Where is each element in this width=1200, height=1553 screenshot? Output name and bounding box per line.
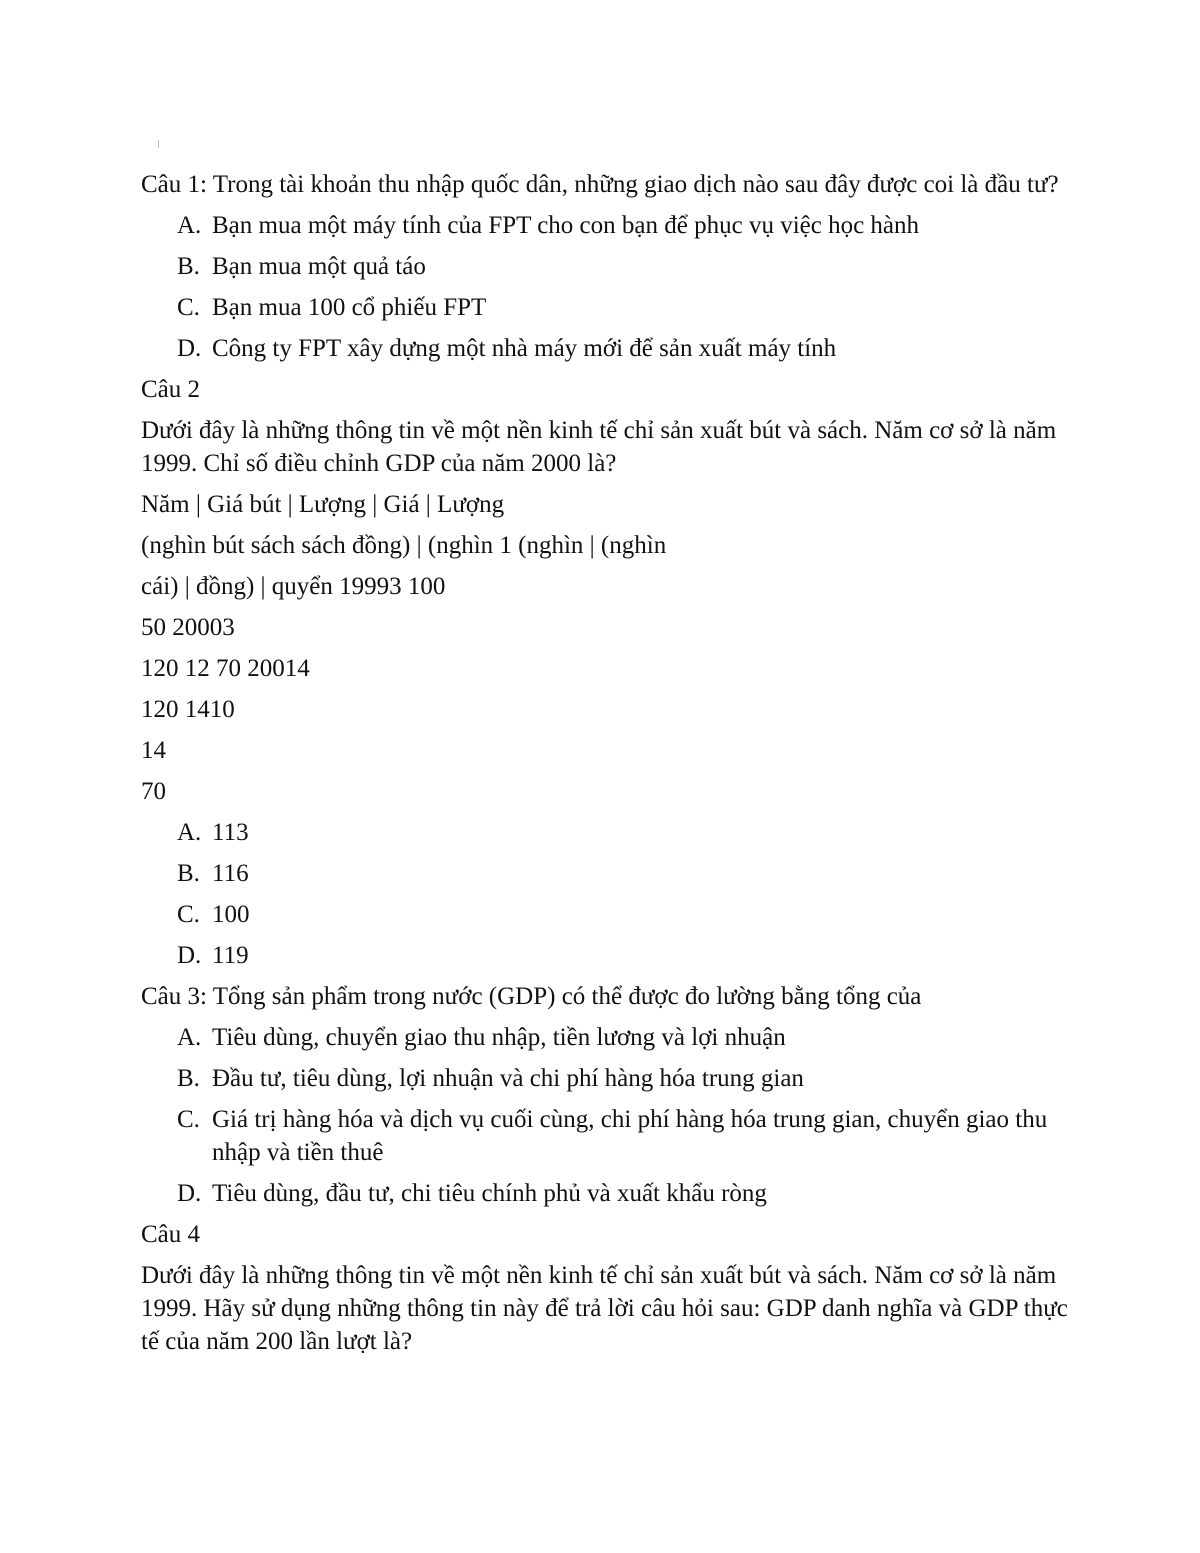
option-text: 116 xyxy=(212,860,249,887)
q2-options xyxy=(141,816,1071,972)
option-text: Đầu tư, tiêu dùng, lợi nhuận và chi phí hàng hóa trung gian xyxy=(212,1065,804,1092)
option-text: Giá trị hàng hóa và dịch vụ cuối cùng, chi phí hàng hóa trung gian, chuyển giao thu nhập và tiền thuê xyxy=(212,1106,1048,1166)
document-body xyxy=(141,168,1071,1366)
option-letter: D. xyxy=(177,335,202,362)
q3-option-b xyxy=(177,1062,1071,1095)
q3-option-c xyxy=(177,1103,1071,1169)
option-letter: D. xyxy=(177,942,202,969)
q2-option-b xyxy=(177,857,1071,890)
q2-option-c xyxy=(177,898,1071,931)
q2-table-line: 14 xyxy=(141,737,166,764)
option-letter: C. xyxy=(177,1106,200,1133)
option-text: Bạn mua một máy tính của FPT cho con bạn để phục vụ việc học hành xyxy=(212,212,920,239)
q2-option-d xyxy=(177,939,1071,972)
option-letter: D. xyxy=(177,1180,202,1207)
q2-table-line: 120 1410 xyxy=(141,696,235,723)
option-letter: A. xyxy=(177,819,202,846)
q2-table-line: Năm | Giá bút | Lượng | Giá | Lượng xyxy=(141,491,505,518)
q1-question: Câu 1: Trong tài khoản thu nhập quốc dân, những giao dịch nào sau đây được coi là đầu tư? xyxy=(141,171,1059,198)
option-letter: B. xyxy=(177,253,200,280)
option-letter: C. xyxy=(177,294,200,321)
q3-options xyxy=(141,1021,1071,1210)
option-text: Tiêu dùng, chuyển giao thu nhập, tiền lương và lợi nhuận xyxy=(212,1024,786,1051)
option-letter: A. xyxy=(177,1024,202,1051)
option-text: Tiêu dùng, đầu tư, chi tiêu chính phủ và xuất khẩu ròng xyxy=(212,1180,767,1207)
option-text: Bạn mua 100 cổ phiếu FPT xyxy=(212,294,487,321)
q2-table-line: 50 20003 xyxy=(141,614,235,641)
q1-option-a xyxy=(177,209,1071,242)
q1-option-b xyxy=(177,250,1071,283)
q1-option-c xyxy=(177,291,1071,324)
q3-question: Câu 3: Tổng sản phẩm trong nước (GDP) có thể được đo lường bằng tổng của xyxy=(141,983,922,1010)
option-letter: B. xyxy=(177,860,200,887)
q2-option-a xyxy=(177,816,1071,849)
option-text: 113 xyxy=(212,819,249,846)
q1-option-d xyxy=(177,332,1071,365)
option-text: Bạn mua một quả táo xyxy=(212,253,426,280)
q2-question: Dưới đây là những thông tin về một nền kinh tế chỉ sản xuất bút và sách. Năm cơ sở là năm 1999. Chỉ số điều chỉnh GDP của năm 2000 là? xyxy=(141,417,1057,477)
q1-options xyxy=(141,209,1071,365)
option-letter: A. xyxy=(177,212,202,239)
option-text: 100 xyxy=(212,901,250,928)
option-text: Công ty FPT xây dựng một nhà máy mới để sản xuất máy tính xyxy=(212,335,837,362)
q2-table-line: 70 xyxy=(141,778,166,805)
option-letter: B. xyxy=(177,1065,200,1092)
q2-table-line: cái) | đồng) | quyển 19993 100 xyxy=(141,573,446,600)
q3-option-d xyxy=(177,1177,1071,1210)
q3-option-a xyxy=(177,1021,1071,1054)
q4-heading: Câu 4 xyxy=(141,1221,201,1248)
option-text: 119 xyxy=(212,942,249,969)
q4-question: Dưới đây là những thông tin về một nền kinh tế chỉ sản xuất bút và sách. Năm cơ sở là năm 1999. Hãy sử dụng những thông tin này để trả lời câu hỏi sau: GDP danh nghĩa và GDP thực tế của năm 200 lần lượt là? xyxy=(141,1262,1068,1355)
page-corner-mark xyxy=(158,140,159,148)
q2-table-line: 120 12 70 20014 xyxy=(141,655,310,682)
option-letter: C. xyxy=(177,901,200,928)
q2-table-line: (nghìn bút sách sách đồng) | (nghìn 1 (nghìn | (nghìn xyxy=(141,532,667,559)
q2-heading: Câu 2 xyxy=(141,376,201,403)
